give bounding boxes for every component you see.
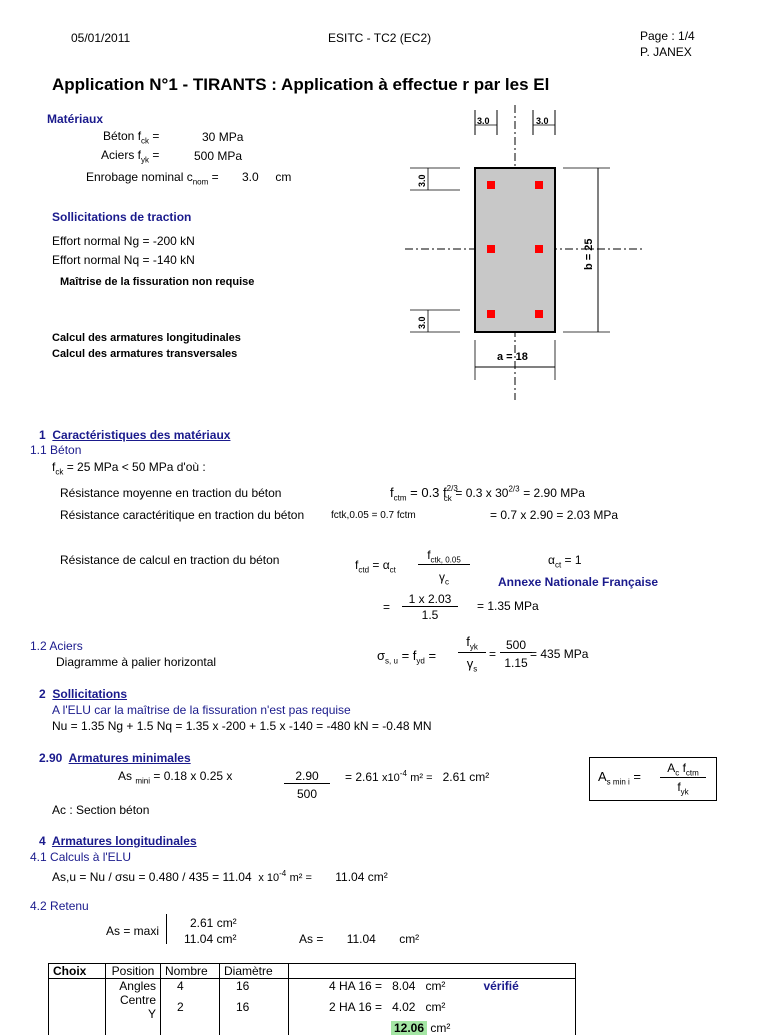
rebar <box>535 181 543 189</box>
status-verified: vérifié <box>483 979 519 993</box>
ac-note: Ac : Section béton <box>52 803 150 817</box>
header-date: 05/01/2011 <box>71 31 131 45</box>
table-row: Centre Y 2 16 2 HA 16 = 4.02 cm² <box>49 993 576 1021</box>
header-author: P. JANEX <box>640 45 692 59</box>
page-title: Application N°1 - TIRANTS : Application à effectue r par les El <box>52 75 550 94</box>
rebar <box>487 181 495 189</box>
acier-value: 500 MPa <box>194 149 243 163</box>
sigma-den: $\gamma_s$ <box>466 656 478 674</box>
as-mini-label: As $_{mini}$ = 0.18 x 0.25 x <box>118 769 233 786</box>
s2-heading: 2 Sollicitations <box>39 687 128 701</box>
r1-label: Résistance moyenne en traction du béton <box>60 486 282 500</box>
s12-heading: 1.2 Aciers <box>30 639 83 653</box>
r3-result: = 1.35 MPa <box>477 599 539 613</box>
s3-heading: 2.90 Armatures minimales <box>39 751 191 765</box>
r2-formula: fctk,0.05 = 0.7 fctm <box>331 510 416 521</box>
r2-label: Résistance caractéritique en traction du béton <box>60 508 305 522</box>
r3-calc-num: 1 x 2.03 <box>402 592 458 607</box>
s2-line1: A l'ELU car la maîtrise de la fissuration n'est pas requise <box>52 703 351 717</box>
dim-a: a = 18 <box>497 351 528 363</box>
maxi-v1: 2.61 cm² <box>190 916 237 930</box>
r3-num: $f_{ctk, 0.05}$ <box>418 548 470 565</box>
fck-line: $f_{ck} = 25$ MPa < 50 MPa d'où : <box>52 460 206 477</box>
sigma-lhs: $\sigma_{s, u} = f_{yd}$ = <box>377 648 437 666</box>
materials-heading: Matériaux <box>47 112 104 126</box>
as-min-formula-box: $A_{s min i}$ = $A_c$ $f_{ctm}$ $f_{yk}$ <box>589 757 717 801</box>
fissuration-note: Maîtrise de la fissuration non requise <box>60 276 255 288</box>
s11-heading: 1.1 Béton <box>30 443 82 457</box>
rebar-choice-table <box>48 963 576 1035</box>
r3-den: $\gamma_c$ <box>439 570 449 587</box>
dim-side-top: 3.0 <box>417 174 427 187</box>
effort-ng: Effort normal Ng = -200 kN <box>52 234 195 248</box>
diagramme: Diagramme à palier horizontal <box>56 655 217 669</box>
acier-label: Aciers $f_{yk}$ = <box>101 148 160 165</box>
s3-den: 500 <box>296 787 318 801</box>
dim-side-bottom: 3.0 <box>417 316 427 329</box>
section-drawing <box>400 105 650 400</box>
as-retenu: As = 11.04 cm² <box>299 932 420 946</box>
rebar <box>535 245 543 253</box>
s2-line2: Nu = 1.35 Ng + 1.5 Nq = 1.35 x -200 + 1.5 x -140 = -480 kN = -0.48 MN <box>52 719 432 733</box>
th-nombre: Nombre <box>161 964 220 979</box>
r3-calc-den: 1.5 <box>421 608 439 622</box>
s3-num: 2.90 <box>284 769 330 784</box>
dim-b: b = 25 <box>583 238 595 270</box>
sigma-num: $f_{yk}$ <box>458 634 486 653</box>
alpha-ct: $\alpha_{ct} = 1$ <box>548 553 582 570</box>
th-choix: Choix <box>49 964 106 979</box>
table-row-total: 12.06 cm² <box>49 1021 576 1035</box>
table-header <box>49 964 576 979</box>
header-course: ESITC - TC2 (EC2) <box>328 31 432 45</box>
total-value: 12.06 <box>391 1021 427 1035</box>
beton-value: 30 MPa <box>202 130 244 144</box>
beton-label: Béton $f_{ck}$ = <box>103 129 160 146</box>
r3-lhs: $f_{ctd} = \alpha_{ct}$ <box>355 558 396 575</box>
r3-label: Résistance de calcul en traction du béton <box>60 553 280 567</box>
enrobage-value: 3.0 cm <box>242 170 292 184</box>
rebar <box>487 310 495 318</box>
calc-long: Calcul des armatures longitudinales <box>52 332 241 344</box>
r3-eq: = <box>383 600 391 614</box>
r1-formula: $f_{ctm} = 0.3$ $f^{2/3}_{ck} = 0.3$ x $30^{2/3} = 2.90$ MPa <box>390 484 585 503</box>
r2-calc: = 0.7 x 2.90 = 2.03 MPa <box>490 508 619 522</box>
s41-heading: 4.1 Calculs à l'ELU <box>30 850 132 864</box>
dim-top-left: 3.0 <box>477 116 490 126</box>
rebar <box>535 310 543 318</box>
s42-heading: 4.2 Retenu <box>30 899 89 913</box>
th-position: Position <box>106 964 161 979</box>
sollicitations-heading: Sollicitations de traction <box>52 210 192 224</box>
s3-result: = 2.61 $x10^{-4}$ m² = 2.61 cm² <box>345 769 490 784</box>
table-row: Angles 4 16 4 HA 16 = 8.04 cm² vérifié <box>49 979 576 994</box>
maxi-v2: 11.04 cm² <box>184 932 237 946</box>
annexe-note: Annexe Nationale Française <box>498 575 659 589</box>
dim-top-right: 3.0 <box>536 116 549 126</box>
as-maxi: As = maxi <box>106 924 160 938</box>
sigma-eq2: = <box>489 647 497 661</box>
calc-trans: Calcul des armatures transversales <box>52 348 238 360</box>
asu-calc: As,u = Nu / σsu = 0.480 / 435 = 11.04 x $10^{-4}$ m² = 11.04 cm² <box>52 869 388 884</box>
header-page: Page : 1/4 <box>640 29 695 43</box>
sigma-calc-den: 1.15 <box>504 656 528 670</box>
th-diametre: Diamètre <box>220 964 289 979</box>
s4-heading: 4 Armatures longitudinales <box>39 834 197 848</box>
rebar <box>487 245 495 253</box>
sigma-calc-num: 500 <box>500 638 532 653</box>
effort-nq: Effort normal Nq = -140 kN <box>52 253 195 267</box>
s1-heading: 1 Caractéristiques des matériaux <box>39 428 231 442</box>
maxi-bracket <box>166 914 167 944</box>
enrobage-label: Enrobage nominal $c_{nom}$ = <box>86 170 219 187</box>
sigma-result: = 435 MPa <box>530 647 589 661</box>
